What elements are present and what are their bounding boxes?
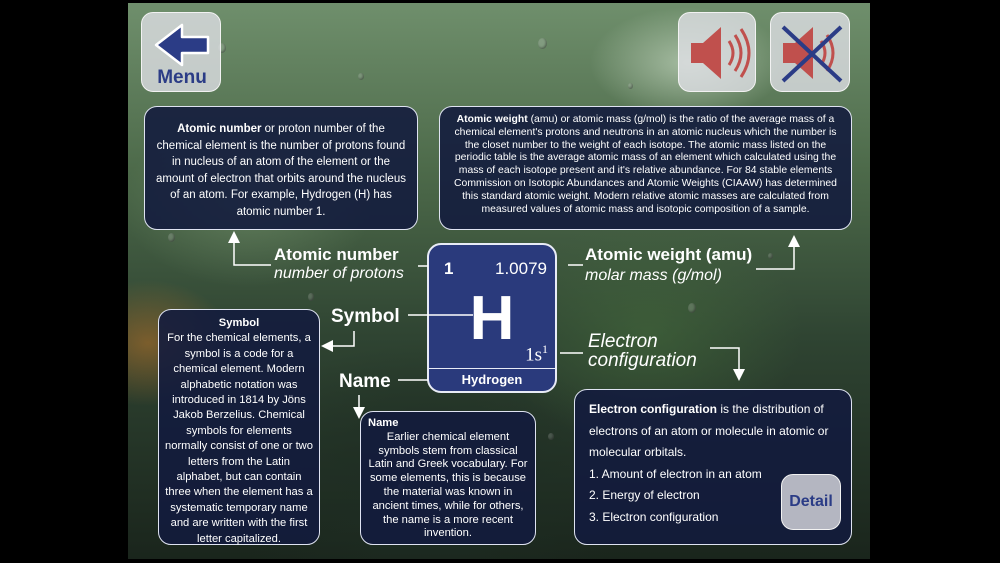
atomic-weight-sublabel: molar mass (g/mol) [585, 267, 722, 284]
element-atomic-weight: 1.0079 [495, 259, 547, 278]
electron-config-item: 3. Electron configuration [589, 509, 719, 524]
symbol-info-panel [158, 309, 320, 545]
menu-label: Menu [157, 67, 207, 88]
symbol-panel-text: For the chemical elements, a symbol is a code for a chemical element. Modern alphabetic notation was introduced in 1814 by Jöns Jakob Berzelius. Chemical symbols for elements normally consist of one or two letters from the Latin alphabet, but can contain three when the element has a systematic temporary name and are written with the first letter capitalized. [165, 332, 313, 545]
detail-button[interactable] [781, 474, 841, 530]
name-panel-title: Name [368, 417, 399, 429]
atomic-number-sublabel: number of protons [274, 265, 404, 282]
electron-config-info-panel [574, 389, 852, 545]
symbol-panel-title: Symbol [218, 317, 260, 329]
atomic-number-label: Atomic number [274, 245, 399, 264]
name-panel-text: Earlier chemical element symbols stem from classical Latin and Greek vocabulary. For some elements, this is because the material was known in ancient times, while for others, the name is a more recent invention. [368, 430, 528, 540]
electron-config-label-line2: configuration [588, 350, 697, 371]
name-info-panel [360, 411, 536, 545]
atomic-weight-desc: (amu) or atomic mass (g/mol) is the ratio of the average mass of a chemical element's protons and neutrons in an atomic nucleus which the number is the closet number to the weight of each isotope. The atomic mass listed on the periodic table is the average atomic mass of an element which calculated using the mass of each isotope present and it's relative abundance. For 84 stable elements Commission on Isotopic Abundances and Atomic Weights (CIAAW) has determined this standard atomic weight. Modern relative atomic masses are calculated from measured values of atomic mass and isotopic composition of a sample. [454, 114, 837, 215]
background-stage [128, 3, 870, 559]
electron-config-item: 2. Energy of electron [589, 488, 700, 502]
symbol-label: Symbol [331, 306, 400, 327]
element-symbol: H [469, 284, 515, 353]
element-name: Hydrogen [461, 372, 523, 387]
electron-config-desc [589, 399, 837, 464]
element-atomic-number: 1 [444, 259, 454, 278]
atomic-weight-label: Atomic weight (amu) [585, 245, 753, 264]
electron-config-term: Electron configuration [589, 402, 718, 416]
electron-config-item: 1. Amount of electron in an atom [589, 466, 762, 481]
atomic-number-desc: or proton number of the chemical element is the number of protons found in nucleus of an atom of the element or the amount of electron that orbits around the nucleus of an atom. For example, Hydrogen (H) has atomic number 1. [156, 123, 406, 218]
electron-config-base: 1s [525, 344, 542, 366]
electron-config-superscript: 1 [542, 342, 548, 356]
name-label: Name [339, 371, 391, 392]
atomic-weight-term: Atomic weight [456, 114, 528, 125]
electron-config-label-line1: Electron [588, 331, 658, 352]
detail-button-label: Detail [789, 493, 833, 510]
atomic-number-term: Atomic number [177, 123, 262, 135]
electron-config-text: is the distribution of electrons of an atom or molecule in atomic or molecular orbitals. [589, 402, 829, 459]
